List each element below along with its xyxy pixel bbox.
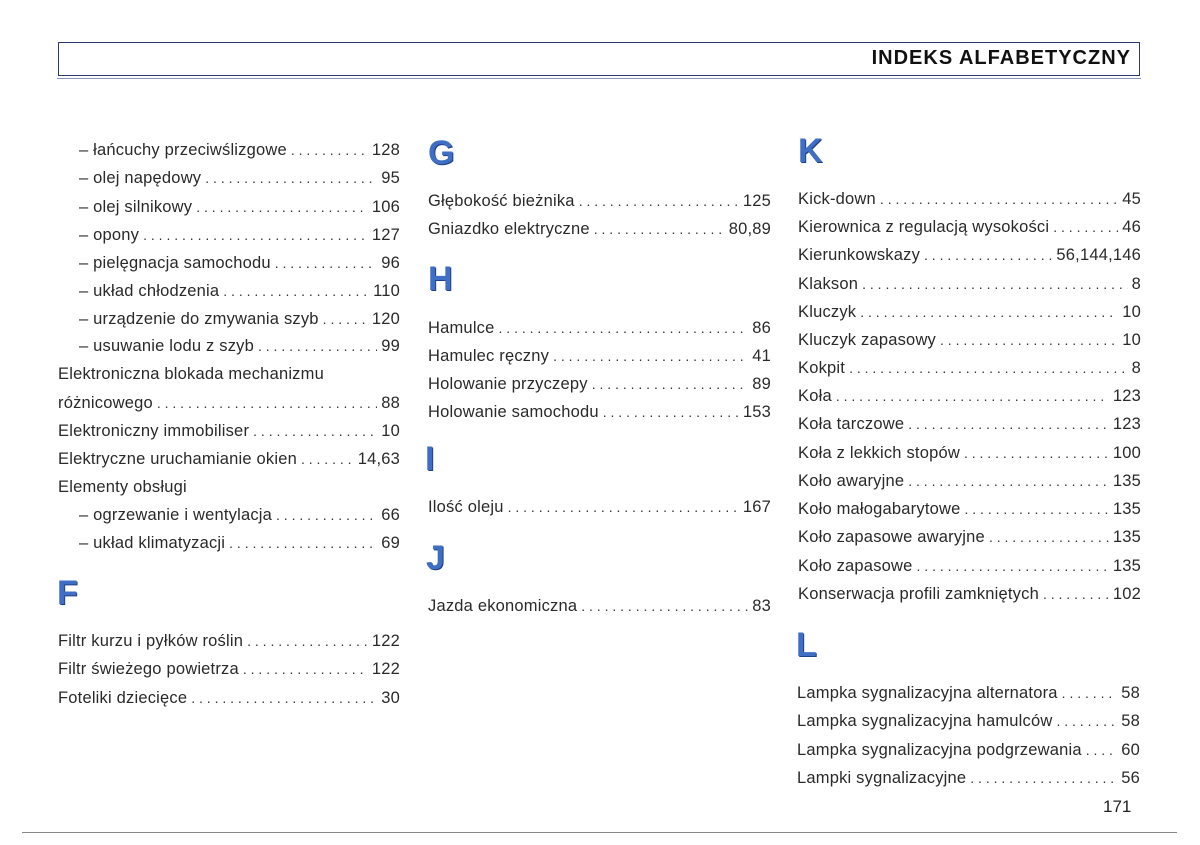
index-entry[interactable] xyxy=(798,274,1141,294)
entry-page: 58 xyxy=(1121,712,1140,730)
entry-page: 120 xyxy=(371,310,400,328)
index-entry[interactable] xyxy=(79,309,400,329)
entry-label: – urządzenie do zmywania szyb xyxy=(79,310,319,328)
entry-label: Kluczyk zapasowy xyxy=(798,331,937,349)
entry-label: Koła z lekkich stopów xyxy=(798,444,960,462)
entry-page: 46 xyxy=(1122,218,1141,236)
index-entry[interactable] xyxy=(428,318,771,338)
page-title: INDEKS ALFABETYCZNY xyxy=(871,47,1131,69)
index-entry[interactable] xyxy=(79,336,400,356)
entry-page: 122 xyxy=(371,660,400,678)
entry-label: Głębokość bieżnika xyxy=(428,192,575,210)
footer-divider xyxy=(22,832,1177,833)
entry-label: – usuwanie lodu z szyb xyxy=(79,337,254,355)
entry-label: – opony xyxy=(79,226,140,244)
index-entry[interactable] xyxy=(798,556,1141,576)
entry-label: Elektroniczna blokada mechanizmu xyxy=(58,365,324,383)
index-entry[interactable] xyxy=(428,346,771,366)
entry-label: Hamulec ręczny xyxy=(428,347,550,365)
index-entry[interactable] xyxy=(428,219,771,239)
index-entry[interactable] xyxy=(798,471,1141,491)
index-entry[interactable] xyxy=(79,225,400,245)
entry-label: – pielęgnacja samochodu xyxy=(79,254,271,272)
entry-label: Kierownica z regulacją wysokości xyxy=(798,218,1050,236)
entry-page: 135 xyxy=(1112,557,1141,575)
entry-label: Koło małogabarytowe xyxy=(798,500,961,518)
entry-page: 123 xyxy=(1112,415,1141,433)
entry-page: 83 xyxy=(752,597,771,615)
entry-label: Elektroniczny immobiliser xyxy=(58,422,250,440)
entry-page: 88 xyxy=(381,394,400,412)
entry-page: 10 xyxy=(1122,331,1141,349)
page-number: 171 xyxy=(1103,797,1132,816)
entry-page: 14,63 xyxy=(357,450,400,468)
entry-label: – układ chłodzenia xyxy=(79,282,220,300)
entry-label: Elementy obsługi xyxy=(58,478,187,496)
section-letter-i: I xyxy=(425,440,435,478)
entry-label: Holowanie przyczepy xyxy=(428,375,588,393)
index-entry[interactable] xyxy=(79,533,400,553)
index-entry[interactable] xyxy=(79,140,400,160)
entry-page: 135 xyxy=(1112,472,1141,490)
index-entry[interactable] xyxy=(79,253,400,273)
index-entry[interactable] xyxy=(798,386,1141,406)
entry-label: Lampka sygnalizacyjna podgrzewania xyxy=(797,741,1082,759)
entry-label: Kokpit xyxy=(798,359,846,377)
entry-label: Lampka sygnalizacyjna alternatora xyxy=(797,684,1058,702)
index-entry[interactable] xyxy=(428,191,771,211)
index-entry[interactable] xyxy=(798,443,1141,463)
entry-label: Kick-down xyxy=(798,190,876,208)
entry-label: Filtr świeżego powietrza xyxy=(58,660,239,678)
index-entry[interactable] xyxy=(428,374,771,394)
index-entry[interactable] xyxy=(58,449,400,469)
entry-label: Kierunkowskazy xyxy=(798,246,921,264)
entry-page: 100 xyxy=(1112,444,1141,462)
index-entry[interactable] xyxy=(58,688,400,708)
entry-page: 8 xyxy=(1131,359,1141,377)
section-letter-k: K xyxy=(798,132,823,170)
entry-label: – łańcuchy przeciwślizgowe xyxy=(79,141,287,159)
entry-page: 135 xyxy=(1112,500,1141,518)
entry-page: 69 xyxy=(381,534,400,552)
entry-label: – ogrzewanie i wentylacja xyxy=(79,506,273,524)
entry-label: Konserwacja profili zamkniętych xyxy=(798,585,1039,603)
entry-page: 60 xyxy=(1121,741,1140,759)
entry-page: 96 xyxy=(381,254,400,272)
index-entry[interactable] xyxy=(797,711,1140,731)
index-entry[interactable] xyxy=(79,281,400,301)
entry-page: 110 xyxy=(373,282,400,300)
index-entry[interactable] xyxy=(798,358,1141,378)
section-letter-h: H xyxy=(428,260,453,298)
index-entry[interactable] xyxy=(798,245,1141,265)
index-entry[interactable] xyxy=(58,659,400,679)
index-entry[interactable] xyxy=(428,402,771,422)
index-entry[interactable] xyxy=(798,499,1141,519)
entry-page: 123 xyxy=(1112,387,1141,405)
entry-label: – olej napędowy xyxy=(79,169,202,187)
index-entry[interactable] xyxy=(58,477,400,497)
index-entry[interactable] xyxy=(798,584,1141,604)
entry-label: Koła tarczowe xyxy=(798,415,905,433)
entry-label: Kluczyk xyxy=(798,303,857,321)
index-entry[interactable] xyxy=(58,421,400,441)
entry-label: Koła xyxy=(798,387,832,405)
entry-label: Hamulce xyxy=(428,319,495,337)
entry-page: 80,89 xyxy=(728,220,771,238)
entry-page: 106 xyxy=(371,198,400,216)
entry-page: 56,144,146 xyxy=(1056,246,1141,264)
entry-label: Jazda ekonomiczna xyxy=(428,597,578,615)
index-entry[interactable] xyxy=(798,330,1141,350)
entry-label: – olej silnikowy xyxy=(79,198,193,216)
index-entry[interactable] xyxy=(428,596,771,616)
entry-page: 41 xyxy=(752,347,771,365)
index-entry[interactable] xyxy=(797,740,1140,760)
entry-label: Lampki sygnalizacyjne xyxy=(797,769,967,787)
entry-label: – układ klimatyzacji xyxy=(79,534,226,552)
index-entry[interactable] xyxy=(797,683,1140,703)
entry-label: Lampka sygnalizacyjna hamulców xyxy=(797,712,1053,730)
section-letter-l: L xyxy=(796,626,817,664)
entry-label: Koło awaryjne xyxy=(798,472,905,490)
entry-page: 122 xyxy=(371,632,400,650)
entry-page: 66 xyxy=(381,506,400,524)
entry-page: 128 xyxy=(371,141,400,159)
index-entry[interactable] xyxy=(798,189,1141,209)
index-entry[interactable] xyxy=(58,364,400,384)
entry-page: 45 xyxy=(1122,190,1141,208)
entry-page: 8 xyxy=(1131,275,1141,293)
index-entry[interactable] xyxy=(798,217,1141,237)
entry-label: Holowanie samochodu xyxy=(428,403,599,421)
entry-label: Koło zapasowe awaryjne xyxy=(798,528,985,546)
index-entry[interactable] xyxy=(79,505,400,525)
section-letter-f: F xyxy=(57,574,78,612)
entry-page: 89 xyxy=(752,375,771,393)
entry-page: 167 xyxy=(742,498,771,516)
entry-page: 10 xyxy=(1122,303,1141,321)
index-entry[interactable] xyxy=(79,168,400,188)
index-entry[interactable] xyxy=(58,631,400,651)
entry-page: 10 xyxy=(381,422,400,440)
section-letter-g: G xyxy=(428,134,455,172)
entry-page: 153 xyxy=(742,403,771,421)
entry-label: Foteliki dziecięce xyxy=(58,689,188,707)
entry-label: Gniazdko elektryczne xyxy=(428,220,590,238)
index-entry[interactable] xyxy=(798,527,1141,547)
entry-label: Koło zapasowe xyxy=(798,557,913,575)
index-entry[interactable] xyxy=(79,197,400,217)
index-entry[interactable] xyxy=(798,414,1141,434)
index-entry[interactable] xyxy=(58,393,400,413)
entry-page: 30 xyxy=(381,689,400,707)
entry-label: Ilość oleju xyxy=(428,498,504,516)
entry-label: Filtr kurzu i pyłków roślin xyxy=(58,632,244,650)
entry-page: 56 xyxy=(1121,769,1140,787)
section-letter-j: J xyxy=(426,539,445,577)
entry-page: 86 xyxy=(752,319,771,337)
entry-page: 95 xyxy=(381,169,400,187)
entry-page: 125 xyxy=(742,192,771,210)
page-header xyxy=(58,42,1140,76)
entry-label: Elektryczne uruchamianie okien xyxy=(58,450,297,468)
entry-page: 135 xyxy=(1112,528,1141,546)
index-entry[interactable] xyxy=(798,302,1141,322)
entry-label: różnicowego xyxy=(58,394,153,412)
entry-page: 102 xyxy=(1112,585,1141,603)
index-entry[interactable] xyxy=(797,768,1140,788)
index-entry[interactable] xyxy=(428,497,771,517)
entry-page: 58 xyxy=(1121,684,1140,702)
entry-page: 99 xyxy=(381,337,400,355)
entry-label: Klakson xyxy=(798,275,859,293)
entry-page: 127 xyxy=(371,226,400,244)
